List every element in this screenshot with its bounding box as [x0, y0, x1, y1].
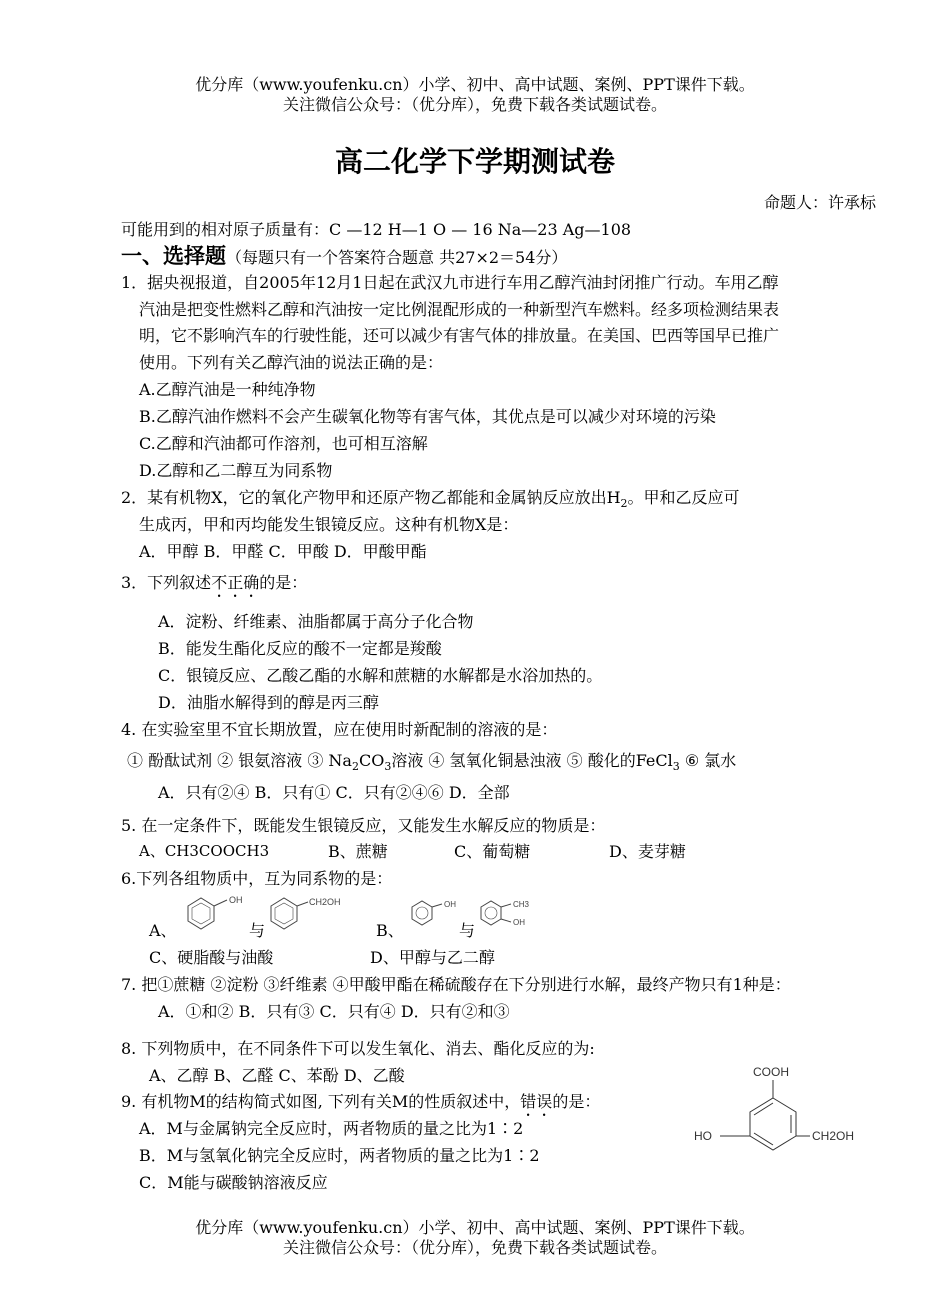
q5-stem: 5. 在一定条件下，既能发生银镜反应，又能发生水解反应的物质是： [121, 816, 606, 835]
header-line-1: 优分库（www.youfenku.cn）小学、初中、高中试题、案例、PPT课件下载。 [195, 75, 755, 94]
q6-stem: 6.下列各组物质中，互为同系物的是： [121, 869, 393, 888]
m-cooh-label: COOH [753, 1065, 789, 1079]
author: 命题人：许承标 [763, 193, 876, 212]
section-note: （每题只有一个答案符合题意 共27×2＝54分） [226, 248, 568, 267]
section-title: 一、选择题 [121, 243, 226, 268]
page-title: 高二化学下学期测试卷 [334, 145, 615, 178]
q2-subscript: 2 [620, 497, 628, 511]
q9-stem-emphasis: 错误 [520, 1092, 553, 1111]
q2-line-1a: 2．某有机物X，它的氧化产物甲和还原产物乙都能和金属钠反应放出H [121, 488, 621, 507]
q7-stem: 7. 把①蔗糖 ②淀粉 ③纤维素 ④甲酸甲酯在稀硫酸存在下分别进行水解，最终产物只有1种是： [121, 975, 791, 994]
atomic-masses: 可能用到的相对原子质量有：C —12 H—1 O — 16 Na—23 Ag—108 [121, 220, 632, 239]
phenol-oh-label: OH [229, 895, 243, 905]
q5-option-d: D、麦芽糖 [609, 842, 686, 861]
q9-option-a: A．M与金属钠完全反应时，两者物质的量之比为1∶2 [139, 1119, 524, 1138]
q9-option-b: B．M与氢氧化钠完全反应时，两者物质的量之比为1∶2 [139, 1146, 540, 1165]
q1-option-c: C.乙醇和汽油都可作溶剂，也可相互溶解 [139, 434, 428, 453]
section-heading [121, 240, 567, 270]
q6-option-c: C、硬脂酸与油酸 [149, 948, 274, 967]
q3-stem-pre: 3．下列叙述 [121, 573, 212, 592]
benzyl-alcohol-structure [266, 888, 346, 938]
phenol-structure [183, 888, 253, 938]
q8-stem: 8. 下列物质中，在不同条件下可以发生氧化、消去、酯化反应的为: [121, 1039, 595, 1058]
q4-items-a: ① 酚酞试剂 ② 银氨溶液 ③ Na [127, 751, 352, 770]
footer-line-1: 优分库（www.youfenku.cn）小学、初中、高中试题、案例、PPT课件下载。 [195, 1218, 755, 1237]
cresol-structure [477, 893, 547, 935]
q1-line-4: 使用。下列有关乙醇汽油的说法正确的是： [139, 353, 444, 372]
q4-items-b: CO [358, 751, 385, 770]
q5-option-b: B、蔗糖 [328, 842, 388, 861]
m-ho-label: HO [694, 1129, 712, 1143]
q4-sub-1: 2 [351, 760, 359, 774]
q9-stem-pre: 9. 有机物M的结构简式如图, 下列有关M的性质叙述中， [121, 1092, 521, 1111]
q2-options: A．甲醇 B．甲醛 C．甲酸 D．甲酸甲酯 [139, 542, 427, 561]
q2-line-1b: 。甲和乙反应可 [627, 488, 740, 507]
q3-option-c: C．银镜反应、乙酸乙酯的水解和蔗糖的水解都是水浴加热的。 [158, 666, 603, 685]
q9-stem-post: 的是： [552, 1092, 601, 1111]
q1-option-a: A.乙醇汽油是一种纯净物 [139, 380, 316, 399]
q1-line-2: 汽油是把变性燃料乙醇和汽油按一定比例混配形成的一种新型汽车燃料。经多项检测结果表 [139, 300, 780, 319]
q1-option-d: D.乙醇和乙二醇互为同系物 [139, 461, 333, 480]
q2-line-1 [121, 485, 740, 510]
q1-line-3: 明，它不影响汽车的行驶性能，还可以减少有害气体的排放量。在美国、巴西等国早已推广 [139, 326, 780, 345]
q3-stem [121, 570, 307, 601]
q5-option-c: C、葡萄糖 [454, 842, 531, 861]
benzyl-ch2oh-label: CH2OH [309, 897, 341, 907]
q5-option-a: A、CH3COOCH3 [139, 842, 270, 860]
header-line-2: 关注微信公众号：（优分库），免费下载各类试题试卷。 [282, 95, 667, 114]
q4-options: A．只有②④ B．只有① C．只有②④⑥ D．全部 [158, 783, 510, 802]
q4-sub-2: 3 [384, 760, 392, 774]
q6-option-d: D、甲醇与乙二醇 [370, 948, 495, 967]
q3-option-b: B．能发生酯化反应的酸不一定都是羧酸 [158, 639, 442, 658]
q3-option-d: D．油脂水解得到的醇是丙三醇 [158, 693, 379, 712]
q8-options: A、乙醇 B、乙醛 C、苯酚 D、乙酸 [149, 1066, 405, 1085]
q7-options: A．①和② B．只有③ C．只有④ D．只有②和③ [158, 1002, 510, 1021]
q4-items-c: 溶液 ④ 氢氧化铜悬浊液 ⑤ 酸化的FeCl [391, 751, 673, 770]
q3-stem-post: 的是： [259, 573, 308, 592]
q6-option-a: A、 [149, 921, 177, 940]
q2-line-2: 生成丙，甲和丙均能发生银镜反应。这种有机物X是： [139, 515, 519, 534]
cresol-ch3-label: CH3 [513, 900, 530, 909]
q3-stem-emphasis: 不正确 [211, 573, 260, 592]
q3-option-a: A．淀粉、纤维素、油脂都属于高分子化合物 [158, 612, 474, 631]
footer-line-2: 关注微信公众号：（优分库），免费下载各类试题试卷。 [282, 1238, 667, 1257]
q4-items-d: ⑥ 氯水 [679, 751, 737, 770]
q6-with-2: 与 [459, 921, 476, 940]
q1-option-b: B.乙醇汽油作燃料不会产生碳氧化物等有害气体，其优点是可以减少对环境的污染 [139, 407, 716, 426]
q4-stem: 4. 在实验室里不宜长期放置，应在使用时新配制的溶液的是： [121, 720, 558, 739]
phenol-b-oh-label: OH [444, 900, 456, 909]
q6-option-b: B、 [376, 921, 404, 940]
q4-items [127, 748, 736, 773]
q6-with-1: 与 [249, 921, 266, 940]
q9-option-c: C．M能与碳酸钠溶液反应 [139, 1173, 328, 1192]
q4-sub-3: 3 [672, 760, 680, 774]
q1-line-1: 1．据央视报道，自2005年12月1日起在武汉九市进行车用乙醇汽油封闭推广行动。车用乙醇 [121, 273, 779, 292]
molecule-m-structure [690, 1062, 860, 1162]
cresol-oh-label: OH [513, 918, 525, 927]
m-ch2oh-label: CH2OH [812, 1129, 855, 1143]
